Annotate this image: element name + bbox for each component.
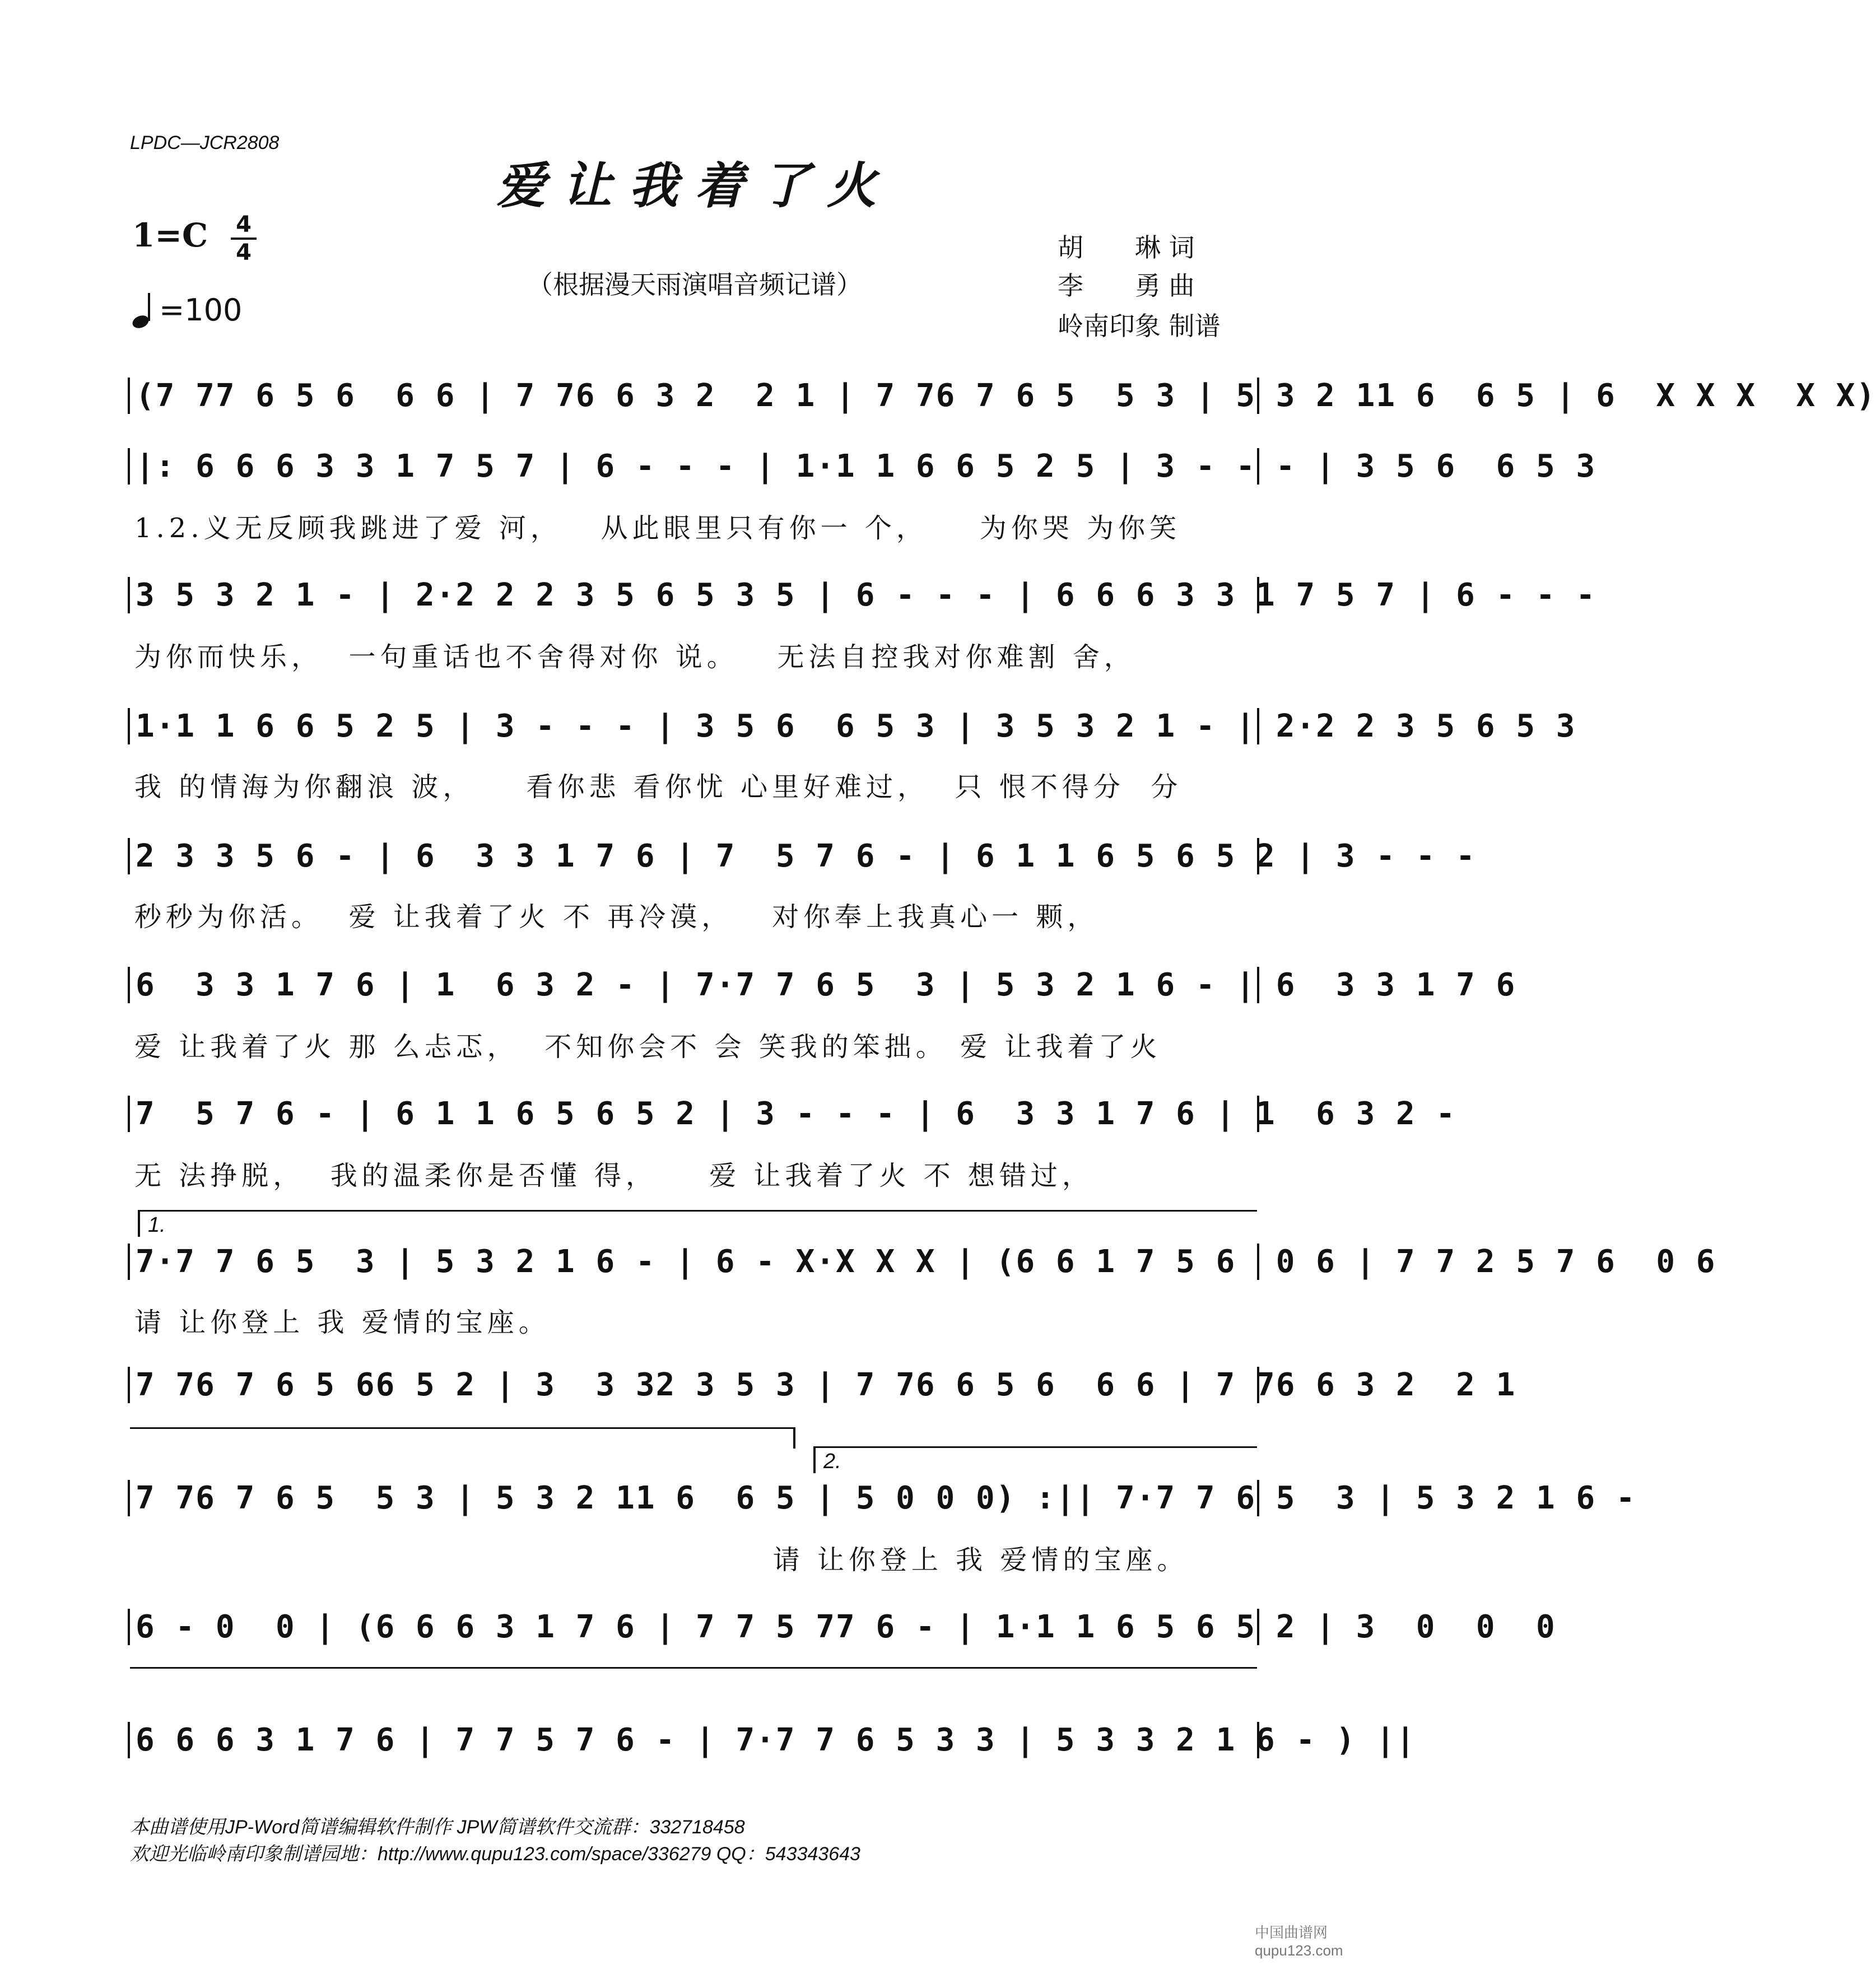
notation-line: |: 6 6 6 3 3 1 7 5 7 | 6 - - - | 1·1 1 6 6 5 2 5 | 3 - - - | 3 5 6 6 5 3 (128, 448, 1259, 485)
arranger-credit: 岭南印象 制谱 (1058, 311, 1221, 341)
lyric-line: 为你而快乐， 一句重话也不舍得对你 说。 无法自控我对你难割 舍， (134, 641, 1135, 673)
key-signature: 1=C (132, 216, 208, 254)
notation-line: 6 - 0 0 | (6 6 6 3 1 7 6 | 7 7 5 77 6 - | 1·1 1 6 5 6 5 2 | 3 0 0 0 (128, 1609, 1259, 1645)
score-row-4 (128, 708, 1576, 744)
volta-bracket-1-end (793, 1427, 795, 1449)
lyric-line: 我 的情海为你翻浪 波， 看你悲 看你忧 心里好难过， 只 恨不得分 分 (134, 771, 1183, 803)
notation-line: 7·7 7 6 5 3 | 5 3 2 1 6 - | 6 - X·X X X | (6 6 1 7 5 6 0 6 | 7 7 2 5 7 6 0 6 (128, 1244, 1259, 1280)
score-row-11 (128, 1609, 1556, 1645)
notation-line: 3 5 3 2 1 - | 2·2 2 2 3 5 6 5 3 5 | 6 - - - | 6 6 6 3 3 1 7 5 7 | 6 - - - (128, 577, 1259, 613)
time-signature (231, 213, 257, 264)
composer-credit: 李 勇 曲 (1058, 271, 1195, 301)
score-row-12 (128, 1722, 1416, 1758)
score-row-10 (128, 1480, 1636, 1516)
footer-contact-note: 欢迎光临岭南印象制谱园地：http://www.qupu123.com/space/336279 QQ：543343643 (130, 1843, 860, 1865)
notation-line: 7 76 7 6 5 66 5 2 | 3 3 32 3 5 3 | 7 76 6 5 6 6 6 | 7 76 6 3 2 2 1 (128, 1367, 1259, 1403)
score-divider-line (130, 1667, 1257, 1669)
score-row-7 (128, 1096, 1456, 1132)
volta-bracket-1-edge (138, 1210, 140, 1237)
time-signature-bottom: 4 (236, 240, 252, 266)
lyric-line: 请 让你登上 我 爱情的宝座。 (134, 1544, 1189, 1576)
notation-line: 6 6 6 3 1 7 6 | 7 7 5 7 6 - | 7·7 7 6 5 3 3 | 5 3 3 2 1 6 - ) || (128, 1722, 1259, 1758)
score-row-5 (128, 838, 1476, 874)
score-code: LPDC—JCR2808 (130, 132, 280, 153)
notation-line: (7 77 6 5 6 6 6 | 7 76 6 3 2 2 1 | 7 76 7 6 5 5 3 | 5 3 2 11 6 6 5 | 6 X X X X X) (128, 378, 1259, 414)
notation-line: 6 3 3 1 7 6 | 1 6 3 2 - | 7·7 7 6 5 3 | 5 3 2 1 6 - | 6 3 3 1 7 6 (128, 967, 1259, 1003)
subtitle: （根据漫天雨演唱音频记谱） (527, 269, 862, 300)
lyric-line: 无 法挣脱， 我的温柔你是否懂 得， 爱 让我着了火 不 想错过， (134, 1160, 1093, 1191)
score-row-8 (128, 1244, 1716, 1280)
lyric-line: 1.2.义无反顾我跳进了爱 河， 从此眼里只有你一 个， 为你哭 为你笑 (134, 513, 1181, 544)
time-signature-top: 4 (236, 212, 252, 238)
score-row-2 (128, 448, 1596, 485)
lyric-line: 爱 让我着了火 那 么忐忑， 不知你会不 会 笑我的笨拙。 爱 让我着了火 (134, 1031, 1162, 1063)
site-watermark: 中国曲谱网 qupu123.com (1255, 1924, 1343, 1959)
volta-label-1: 1. (148, 1213, 166, 1237)
volta-label-2: 2. (823, 1450, 841, 1473)
score-row-3 (128, 577, 1596, 613)
lyric-line: 秒秒为你活。 爱 让我着了火 不 再冷漠， 对你奉上我真心一 颗， (134, 901, 1099, 933)
notation-line: 7 76 7 6 5 5 3 | 5 3 2 11 6 6 5 | 5 0 0 0) :|| 7·7 7 6 5 3 | 5 3 2 1 6 - (128, 1480, 1259, 1516)
volta-bracket-1-continuation (130, 1427, 794, 1429)
notation-line: 2 3 3 5 6 - | 6 3 3 1 7 6 | 7 5 7 6 - | 6 1 1 6 5 6 5 2 | 3 - - - (128, 838, 1259, 874)
footer-software-note: 本曲谱使用JP-Word简谱编辑软件制作 JPW简谱软件交流群：332718458 (130, 1817, 745, 1838)
score-row-6 (128, 967, 1516, 1003)
notation-line: 7 5 7 6 - | 6 1 1 6 5 6 5 2 | 3 - - - | 6 3 3 1 7 6 | 1 6 3 2 - (128, 1096, 1259, 1132)
score-row-9 (128, 1367, 1516, 1403)
volta-bracket-2-edge (813, 1446, 816, 1473)
notation-line: 1·1 1 6 6 5 2 5 | 3 - - - | 3 5 6 6 5 3 | 3 5 3 2 1 - | 2·2 2 3 5 6 5 3 (128, 708, 1259, 744)
volta-bracket-2-line (813, 1446, 1257, 1448)
volta-bracket-1-line (138, 1210, 1257, 1212)
score-row-1 (128, 378, 1876, 414)
lyricist-credit: 胡 琳 词 (1058, 232, 1195, 263)
page-title: 爱让我着了火 (496, 156, 893, 215)
tempo-value: =100 (159, 292, 243, 328)
lyric-line: 请 让你登上 我 爱情的宝座。 (134, 1307, 550, 1338)
